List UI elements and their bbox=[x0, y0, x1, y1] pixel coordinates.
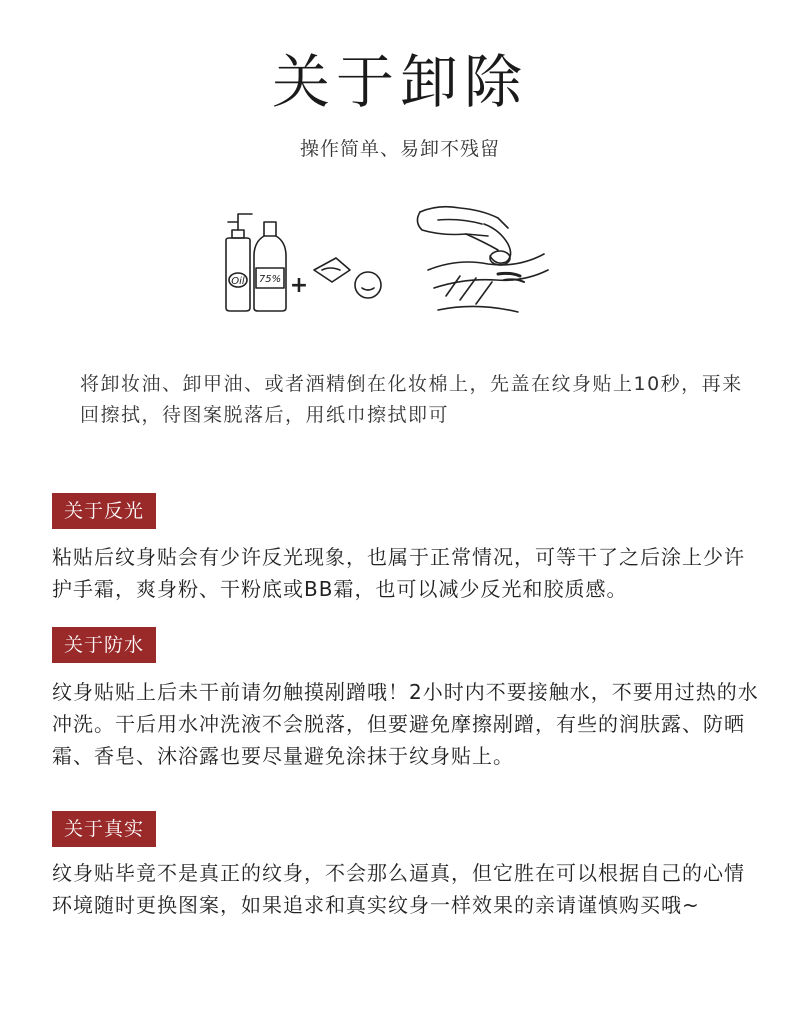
oil-label: Oil bbox=[231, 276, 245, 287]
alcohol-label: 75% bbox=[258, 274, 282, 285]
plus-icon: + bbox=[289, 273, 309, 298]
oil-bottle-icon bbox=[226, 214, 252, 311]
hand-wiping-icon bbox=[417, 207, 548, 312]
section-tag-waterproof: 关于防水 bbox=[52, 627, 156, 663]
section-text-realism: 纹身贴毕竟不是真正的纹身，不会那么逼真，但它胜在可以根据自己的心情环境随时更换图案，如果追求和真实纹身一样效果的亲请谨慎购买哦~ bbox=[52, 861, 745, 917]
removal-illustration bbox=[198, 200, 558, 330]
alcohol-bottle-icon bbox=[254, 222, 286, 311]
intro-text: 将卸妆油、卸甲油、或者酒精倒在化妆棉上，先盖在纹身贴上10秒，再来回擦拭，待图案脱落后，用纸巾擦拭即可 bbox=[80, 373, 743, 426]
cotton-pad-icon bbox=[314, 258, 381, 298]
section-tag-realism: 关于真实 bbox=[52, 811, 156, 847]
section-text-waterproof: 纹身贴贴上后未干前请勿触摸剐蹭哦！2小时内不要接触水，不要用过热的水冲洗。干后用水冲洗液不会脱落，但要避免摩擦剐蹭，有些的润肤露、防晒霜、香皂、沐浴露也要尽量避免涂抹于纹身贴上。 bbox=[52, 680, 759, 768]
page-title: 关于卸除 bbox=[271, 48, 528, 116]
page-subtitle: 操作简单、易卸不残留 bbox=[299, 138, 500, 160]
section-tag-reflection: 关于反光 bbox=[52, 493, 156, 529]
section-text-reflection: 粘贴后纹身贴会有少许反光现象，也属于正常情况，可等干了之后涂上少许护手霜，爽身粉、干粉底或BB霜，也可以减少反光和胶质感。 bbox=[52, 545, 745, 601]
